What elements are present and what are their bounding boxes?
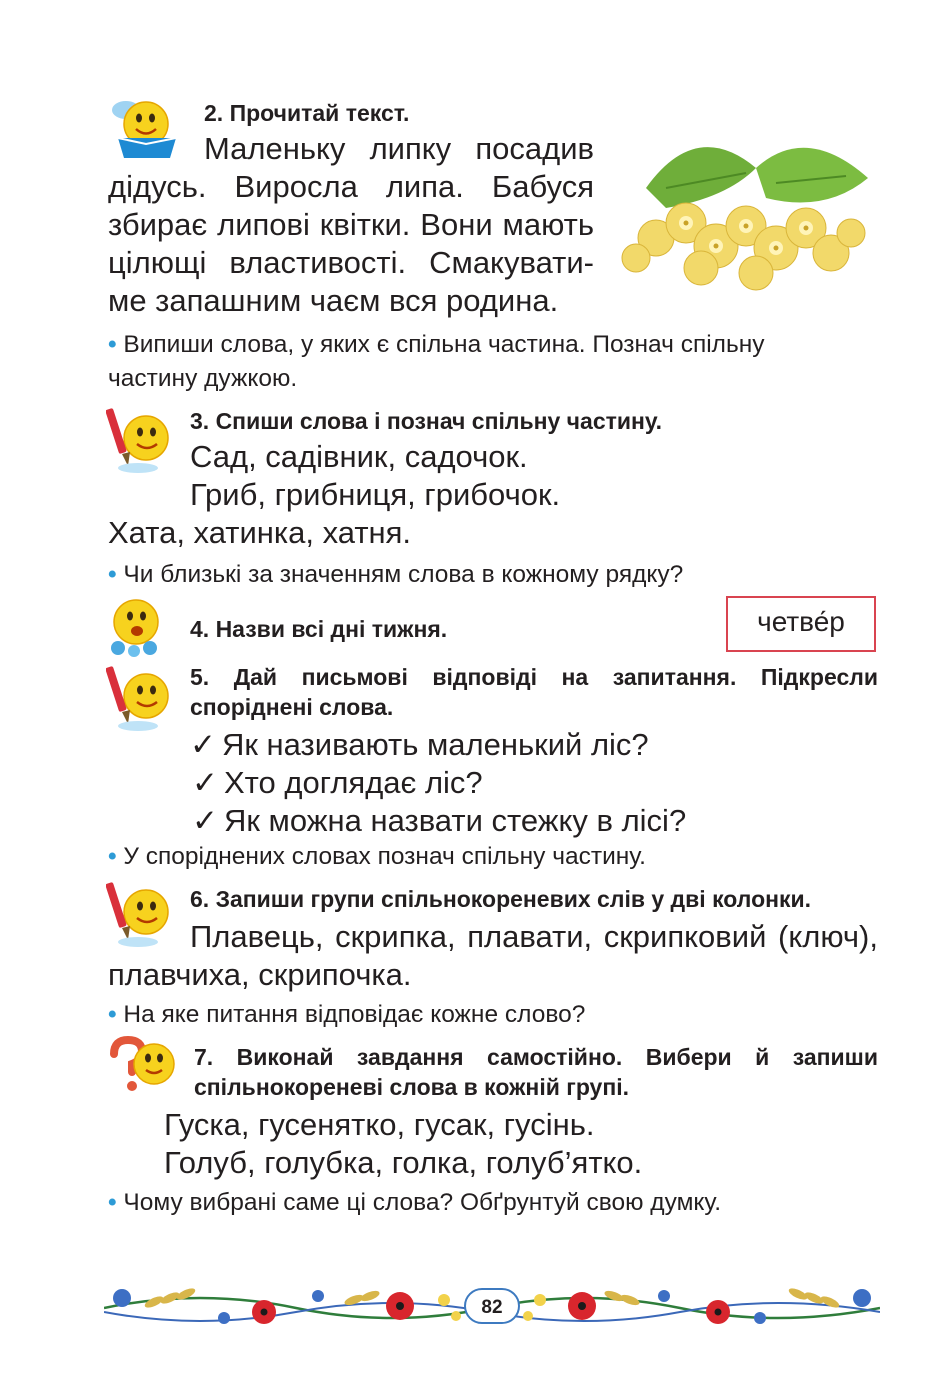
vocabulary-word-box: четве́р (726, 596, 876, 652)
task-5-question-text: Як називають маленький ліс? (221, 727, 649, 762)
task-2-bullet-continuation: частину дужкою. (108, 365, 298, 392)
bullet-dot: • (108, 1189, 117, 1216)
task-5-question (192, 764, 483, 802)
task-5-title-line: 5. Дай письмові відповіді на запитання. Підкресли (190, 664, 878, 690)
check-mark-icon: ✓ (192, 765, 218, 800)
task-5-question-text: Хто доглядає ліс? (223, 765, 483, 800)
page-number: 82 (464, 1288, 520, 1324)
check-mark-icon: ✓ (192, 803, 218, 838)
task-7-word-line: Голуб, голубка, голка, голуб’ятко. (164, 1145, 643, 1180)
task-3-word-line: Сад, садівник, садочок. (190, 439, 528, 474)
task-7-word-line: Гуска, гусенятко, гусак, гусінь. (164, 1107, 595, 1142)
task-2-bullet-text: Випиши слова, у яких є спільна частина. Познач спільну (123, 331, 765, 358)
task-5-question (192, 802, 686, 840)
smiley-reading-book-icon (106, 96, 182, 162)
task-3-bullet-text: Чи близькі за значенням слова в кожному рядку? (123, 561, 684, 588)
task-2-text-line: ме запашним чаєм вся родина. (108, 283, 559, 318)
smiley-speaking-icon (106, 598, 170, 658)
task-5-bullet (108, 840, 646, 874)
task-2-bullet (108, 328, 765, 362)
task-2-title: 2. Прочитай текст. (204, 100, 410, 126)
task-7-bullet (108, 1186, 721, 1220)
task-2-text-line: дідусь. Виросла липа. Бабуся (108, 169, 594, 204)
smiley-writing-pencil-icon (106, 662, 172, 734)
task-6-bullet (108, 998, 585, 1032)
task-2-text-line: збирає липові квітки. Вони мають (108, 207, 594, 242)
task-5-title-line: споріднені слова. (190, 694, 394, 720)
task-5-bullet-text: У споріднених словах познач спільну частину. (123, 843, 646, 870)
task-5-question (190, 726, 649, 764)
task-2-text-line: цілющі властивості. Смакувати- (108, 245, 594, 280)
task-5-question-text: Як можна назвати стежку в лісі? (223, 803, 687, 838)
task-3-word-line: Гриб, грибниця, грибочок. (190, 477, 561, 512)
linden-flowers-image (606, 128, 876, 298)
bullet-dot: • (108, 1001, 117, 1028)
task-3-title: 3. Спиши слова і познач спільну частину. (190, 408, 663, 434)
check-mark-icon: ✓ (190, 727, 216, 762)
task-6-word-line: Плавець, скрипка, плавати, скрипковий (ключ), (190, 919, 878, 954)
task-7-bullet-text: Чому вибрані саме ці слова? Обґрунтуй свою думку. (123, 1189, 722, 1216)
task-7-title-line: 7. Виконай завдання самостійно. Вибери й запиши (194, 1044, 878, 1070)
smiley-question-mark-icon (106, 1036, 176, 1096)
task-2-text-line: Маленьку липку посадив (204, 131, 594, 166)
task-3-bullet (108, 558, 683, 592)
task-7-title-line: спільнокореневі слова в кожній групі. (194, 1074, 630, 1100)
floral-ornament-border (104, 1278, 880, 1336)
task-4-title: 4. Назви всі дні тижня. (190, 616, 448, 642)
smiley-writing-pencil-icon (106, 404, 172, 476)
bullet-dot: • (108, 331, 117, 358)
task-3-word-line: Хата, хатинка, хатня. (108, 515, 412, 550)
bullet-dot: • (108, 561, 117, 588)
task-6-bullet-text: На яке питання відповідає кожне слово? (123, 1001, 586, 1028)
bullet-dot: • (108, 843, 117, 870)
task-6-word-line: плавчиха, скрипочка. (108, 957, 412, 992)
smiley-writing-pencil-icon (106, 878, 172, 950)
task-6-title: 6. Запиши групи спільнокореневих слів у дві колонки. (190, 886, 812, 912)
